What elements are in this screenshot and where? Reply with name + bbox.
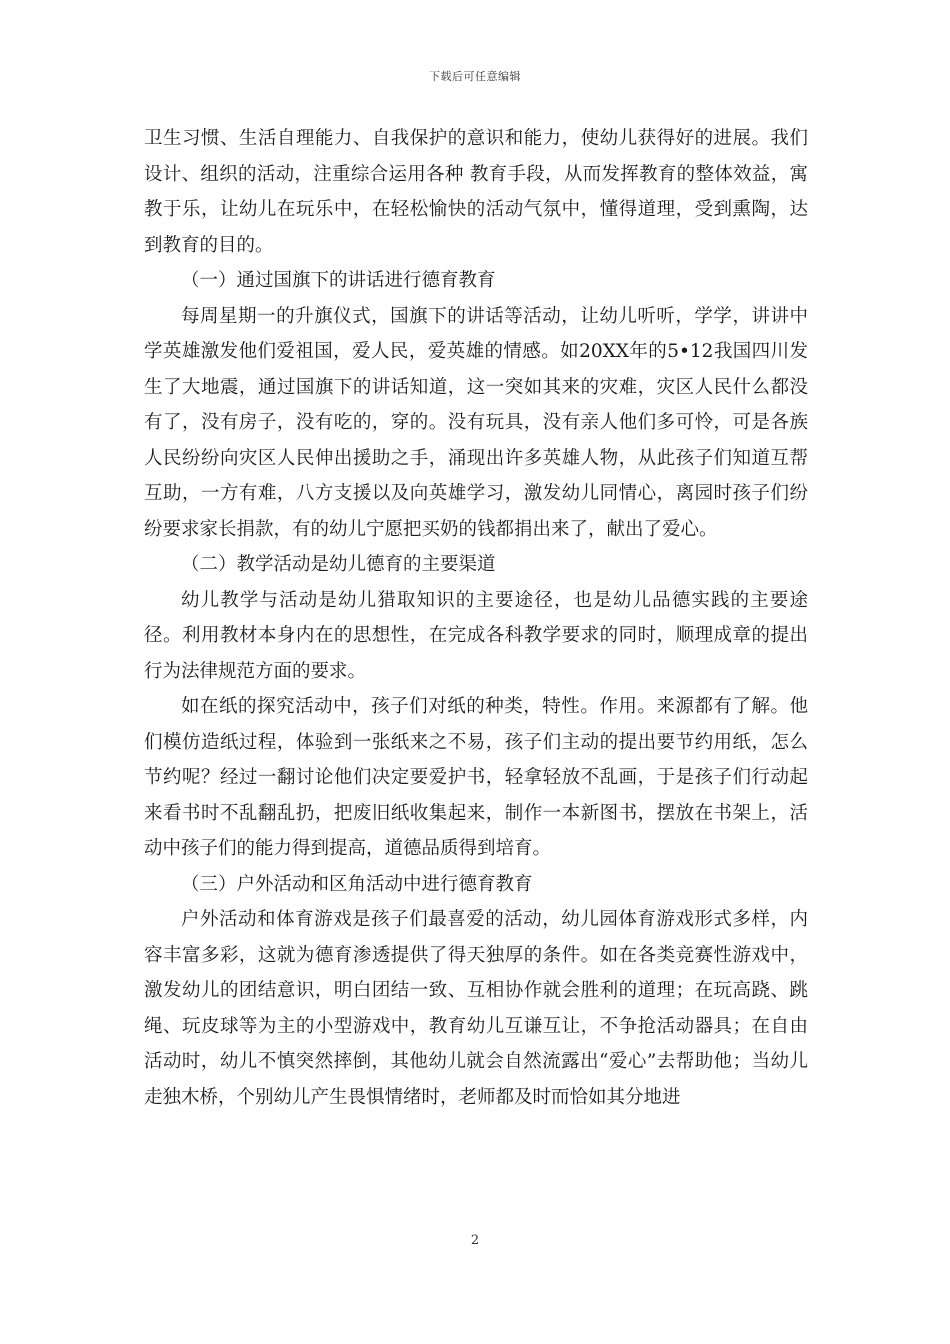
page-number: 2 <box>470 1233 480 1248</box>
paragraph-flag-ceremony: 每周星期一的升旗仪式，国旗下的讲话等活动，让幼儿听听，学学，讲讲中学英雄激发他们爱祖国，爱人民，爱英雄的情感。如20XX年的5•12我国四川发生了大地震，通过国旗下的讲话知道，这一突如其来的灾难，灾区人民什么都没有了，没有房子，没有吃的，穿的。没有玩具，没有亲人他们多可怜，可是各族人民纷纷向灾区人民伸出援助之手，涌现出许多英雄人物，从此孩子们知道互帮互助，一方有难，八方支援以及向英雄学习，激发幼儿同情心，离园时孩子们纷纷要求家长捐款，有的幼儿宁愿把买奶的钱都捐出来了，献出了爱心。 <box>144 305 808 540</box>
section-heading-1: （一）通过国旗下的讲话进行德育教育 <box>181 270 496 291</box>
document-body <box>144 121 808 1115</box>
page-header: 下载后可任意编辑 <box>429 70 521 83</box>
paragraph-outdoor: 户外活动和体育游戏是孩子们最喜爱的活动，幼儿园体育游戏形式多样，内容丰富多彩，这就为德育渗透提供了得天独厚的条件。如在各类竞赛性游戏中，激发幼儿的团结意识，明白团结一致、互相协作就会胜利的道理；在玩高跷、跳绳、玩皮球等为主的小型游戏中，教育幼儿互谦互让，不争抢活动器具；在自由活动时，幼儿不慎突然摔倒，其他幼儿就会自然流露出“爱心”去帮助他；当幼儿走独木桥，个别幼儿产生畏惧情绪时，老师都及时而恰如其分地进 <box>144 909 808 1108</box>
section-heading-3: （三）户外活动和区角活动中进行德育教育 <box>181 873 533 895</box>
section-heading-2: （二）教学活动是幼儿德育的主要渠道 <box>181 554 496 575</box>
paragraph-continued: 卫生习惯、生活自理能力、自我保护的意识和能力，使幼儿获得好的进展。我们设计、组织的活动，注重综合运用各种 教育手段，从而发挥教育的整体效益，寓教于乐，让幼儿在玩乐中，在轻松愉快的活动气氛中，懂得道理，受到熏陶，达到教育的目的。 <box>144 128 808 256</box>
paragraph-paper-activity: 如在纸的探究活动中，孩子们对纸的种类，特性。作用。来源都有了解。他们模仿造纸过程，体验到一张纸来之不易，孩子们主动的提出要节约用纸，怎么节约呢？经过一翻讨论他们决定要爱护书，轻拿轻放不乱画，于是孩子们行动起来看书时不乱翻乱扔，把废旧纸收集起来，制作一本新图书，摆放在书架上，活动中孩子们的能力得到提高，道德品质得到培育。 <box>144 696 808 859</box>
paragraph-teaching: 幼儿教学与活动是幼儿猎取知识的主要途径，也是幼儿品德实践的主要途径。利用教材本身内在的思想性，在完成各科教学要求的同时，顺理成章的提出行为法律规范方面的要求。 <box>144 589 808 682</box>
